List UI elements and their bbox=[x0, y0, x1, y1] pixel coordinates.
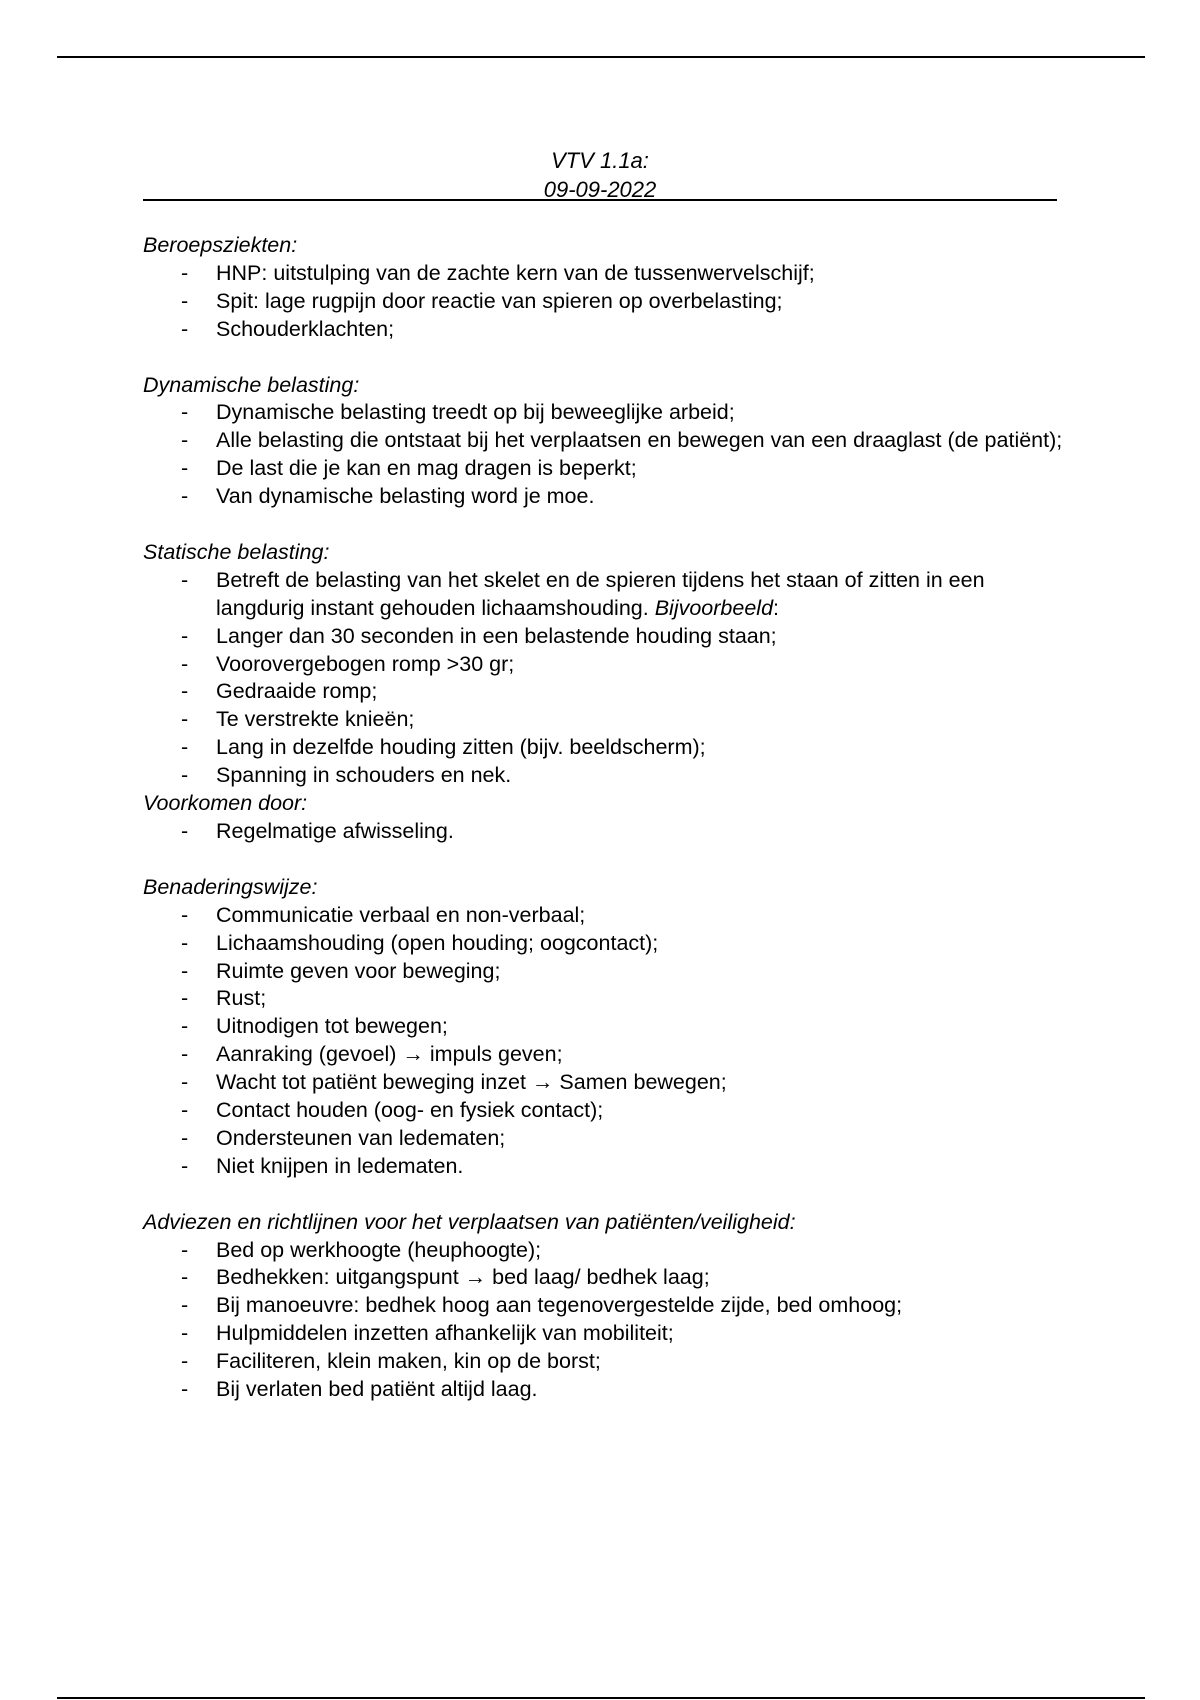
list-item: - Bedhekken: uitgangspunt → bed laag/ bedhek laag; bbox=[143, 1264, 1063, 1292]
list-item: - Hulpmiddelen inzetten afhankelijk van mobiliteit; bbox=[143, 1320, 1063, 1348]
document-header bbox=[143, 146, 1057, 204]
list-item: - Alle belasting die ontstaat bij het verplaatsen en bewegen van een draaglast (de patiënt); bbox=[143, 427, 1063, 455]
bullet-list bbox=[143, 260, 1063, 344]
bullet-list bbox=[143, 567, 1063, 790]
list-item: - Te verstrekte knieën; bbox=[143, 706, 1063, 734]
list-item: - Lang in dezelfde houding zitten (bijv. beeldscherm); bbox=[143, 734, 1063, 762]
list-item: - Communicatie verbaal en non-verbaal; bbox=[143, 902, 1063, 930]
list-item: - Voorovergebogen romp >30 gr; bbox=[143, 651, 1063, 679]
section-heading: Adviezen en richtlijnen voor het verplaatsen van patiënten/veiligheid: bbox=[143, 1209, 796, 1234]
list-item: - Regelmatige afwisseling. bbox=[143, 818, 1063, 846]
section-statische-belasting bbox=[143, 539, 1063, 790]
list-item: - Dynamische belasting treedt op bij beweeglijke arbeid; bbox=[143, 399, 1063, 427]
list-item: - Niet knijpen in ledematen. bbox=[143, 1153, 1063, 1181]
list-item: - De last die je kan en mag dragen is beperkt; bbox=[143, 455, 1063, 483]
list-item: - Rust; bbox=[143, 985, 1063, 1013]
section-heading: Dynamische belasting: bbox=[143, 372, 360, 397]
document-date: 09-09-2022 bbox=[543, 177, 657, 202]
list-item: - Bij manoeuvre: bedhek hoog aan tegenovergestelde zijde, bed omhoog; bbox=[143, 1292, 1063, 1320]
list-item: - Lichaamshouding (open houding; oogcontact); bbox=[143, 930, 1063, 958]
list-item: - Schouderklachten; bbox=[143, 316, 1063, 344]
section-dynamische-belasting bbox=[143, 372, 1063, 512]
list-item: - Ondersteunen van ledematen; bbox=[143, 1125, 1063, 1153]
section-beroepsziekten bbox=[143, 232, 1063, 344]
section-heading: Statische belasting: bbox=[143, 539, 330, 564]
section-heading: Benaderingswijze: bbox=[143, 874, 318, 899]
list-item: - Ruimte geven voor beweging; bbox=[143, 958, 1063, 986]
list-item-suffix: : bbox=[773, 595, 780, 620]
list-item: - Uitnodigen tot bewegen; bbox=[143, 1013, 1063, 1041]
list-item: - Faciliteren, klein maken, kin op de borst; bbox=[143, 1348, 1063, 1376]
section-voorkomen-door bbox=[143, 790, 1063, 846]
list-item: - Spit: lage rugpijn door reactie van spieren op overbelasting; bbox=[143, 288, 1063, 316]
list-item: - Aanraking (gevoel) → impuls geven; bbox=[143, 1041, 1063, 1069]
list-item: - Van dynamische belasting word je moe. bbox=[143, 483, 1063, 511]
bullet-list bbox=[143, 902, 1063, 1181]
list-item: - HNP: uitstulping van de zachte kern van de tussenwervelschijf; bbox=[143, 260, 1063, 288]
list-item: - Bij verlaten bed patiënt altijd laag. bbox=[143, 1376, 1063, 1404]
list-item-emphasis: Bijvoorbeeld bbox=[654, 595, 774, 620]
bullet-list bbox=[143, 818, 1063, 846]
bullet-list bbox=[143, 1237, 1063, 1404]
section-benaderingswijze bbox=[143, 874, 1063, 1181]
section-heading: Voorkomen door: bbox=[143, 791, 308, 816]
bullet-list bbox=[143, 399, 1063, 511]
section-adviezen bbox=[143, 1209, 1063, 1404]
document-body bbox=[143, 232, 1063, 1404]
header-rule bbox=[143, 199, 1057, 201]
list-item: - Bed op werkhoogte (heuphoogte); bbox=[143, 1237, 1063, 1265]
list-item: - Gedraaide romp; bbox=[143, 678, 1063, 706]
document-title: VTV 1.1a: bbox=[551, 148, 649, 173]
list-item: - Langer dan 30 seconden in een belastende houding staan; bbox=[143, 623, 1063, 651]
list-item: - Contact houden (oog- en fysiek contact); bbox=[143, 1097, 1063, 1125]
page-bottom-rule bbox=[57, 1697, 1145, 1699]
section-heading: Beroepsziekten: bbox=[143, 233, 298, 257]
list-item-text: Betreft de belasting van het skelet en de spieren tijdens het staan of zitten in een langdurig instant gehouden lichaamshouding. bbox=[216, 567, 985, 620]
list-item: - Wacht tot patiënt beweging inzet → Samen bewegen; bbox=[143, 1069, 1063, 1097]
list-item: - Spanning in schouders en nek. bbox=[143, 762, 1063, 790]
list-item bbox=[143, 567, 1063, 623]
page-top-rule bbox=[57, 56, 1145, 58]
